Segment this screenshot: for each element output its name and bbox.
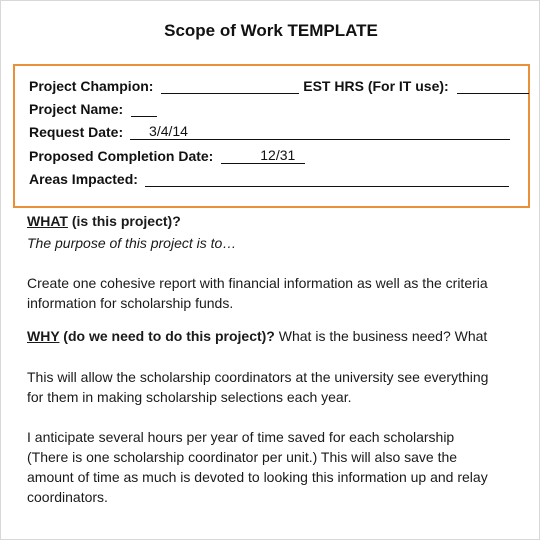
areas-impacted-field[interactable]: [145, 171, 509, 187]
proposed-completion-row: [29, 148, 305, 164]
est-hrs-field[interactable]: [457, 78, 529, 94]
areas-impacted-row: [29, 171, 509, 187]
what-prompt: The purpose of this project is to…: [27, 235, 237, 251]
areas-impacted-label: Areas Impacted:: [29, 171, 138, 187]
project-name-label: Project Name:: [29, 101, 124, 117]
project-info-box: [13, 64, 530, 208]
request-date-row: [29, 124, 510, 140]
project-name-row: [29, 101, 157, 117]
project-champion-label: Project Champion:: [29, 78, 154, 94]
why-heading: [27, 328, 487, 344]
what-heading-keyword: WHAT: [27, 213, 68, 229]
project-champion-row: [29, 78, 529, 94]
why-answer2-line-1: I anticipate several hours per year of time saved for each scholarship: [27, 429, 455, 445]
what-heading: [27, 213, 181, 229]
document-title: Scope of Work TEMPLATE: [164, 21, 378, 40]
proposed-completion-label: Proposed Completion Date:: [29, 148, 214, 164]
project-name-field[interactable]: [131, 101, 157, 117]
proposed-completion-field[interactable]: [221, 148, 305, 164]
what-answer-line-1: Create one cohesive report with financial information as well as the criteria: [27, 275, 488, 291]
project-champion-field[interactable]: [161, 78, 299, 94]
proposed-completion-value: 12/31: [260, 147, 296, 163]
request-date-field[interactable]: [130, 124, 510, 140]
why-answer2-line-3: amount of time as much is devoted to looking this information up and relay: [27, 469, 488, 485]
est-hrs-label: EST HRS (For IT use):: [303, 78, 449, 94]
request-date-label: Request Date:: [29, 124, 124, 140]
request-date-value: 3/4/14: [149, 123, 188, 139]
why-heading-rest: (do we need to do this project)?: [59, 328, 275, 344]
why-answer-line-2: for them in making scholarship selections each year.: [27, 389, 352, 405]
why-answer2-line-4: coordinators.: [27, 489, 108, 505]
why-answer2-line-2: (There is one scholarship coordinator per unit.) This will also save the: [27, 449, 458, 465]
why-heading-keyword: WHY: [27, 328, 60, 344]
why-answer-line-1: This will allow the scholarship coordinators at the university see everything: [27, 369, 489, 385]
why-prompt: What is the business need? What: [274, 328, 488, 344]
what-answer-line-2: information for scholarship funds.: [27, 295, 234, 311]
what-heading-rest: (is this project)?: [67, 213, 181, 229]
